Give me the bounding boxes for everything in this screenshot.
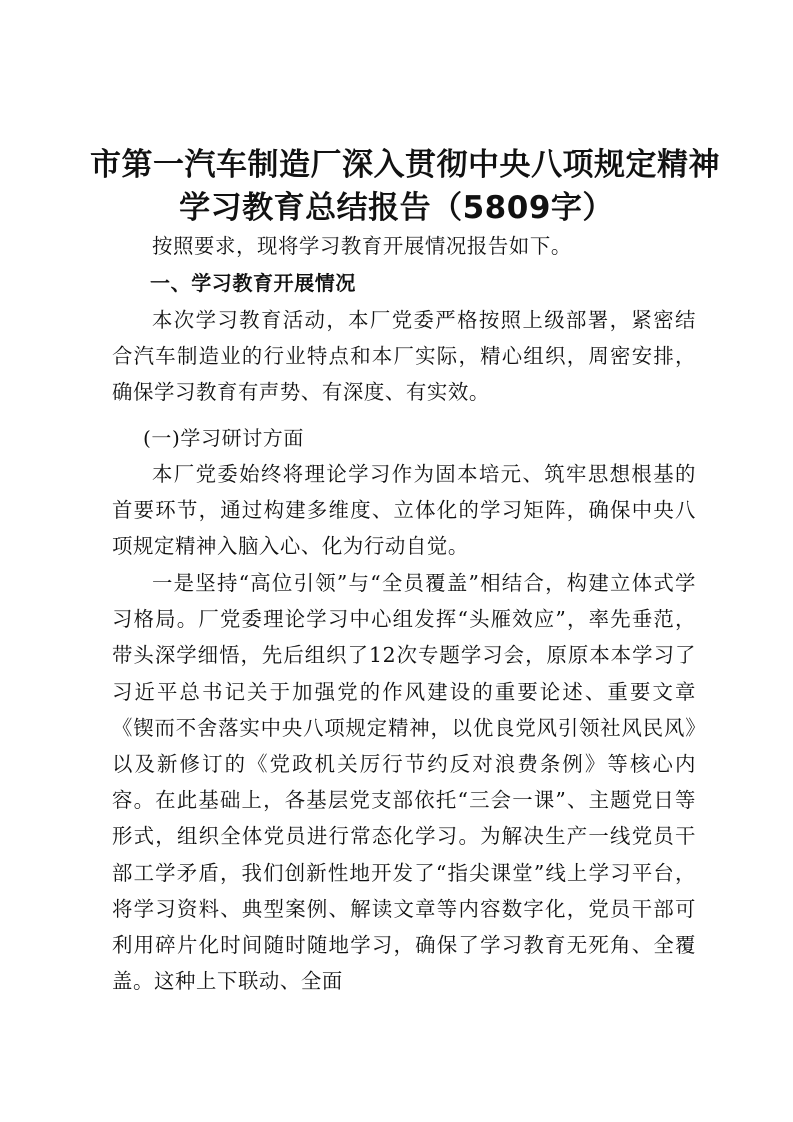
section-1-paragraph: 本次学习教育活动，本厂党委严格按照上级部署，紧密结合汽车制造业的行业特点和本厂实际，精心组织，周密安排，确保学习教育有声势、有深度、有实效。 — [112, 308, 696, 405]
section-heading-1: 一、学习教育开展情况 — [150, 271, 356, 295]
document-title-line-1: 市第一汽车制造厂深入贯彻中央八项规定精神 — [90, 147, 720, 183]
intro-paragraph: 按照要求，现将学习教育开展情况报告如下。 — [152, 234, 572, 258]
subsection-1-paragraph: 本厂党委始终将理论学习作为固本培元、筑牢思想根基的首要环节，通过构建多维度、立体化的学习矩阵，确保中央八项规定精神入脑入心、化为行动自觉。 — [112, 462, 696, 559]
point-1-paragraph: 一是坚持“高位引领”与“全员覆盖”相结合，构建立体式学习格局。厂党委理论学习中心组发挥“头雁效应”，率先垂范，带头深学细悟，先后组织了12次专题学习会，原原本本学习了习近平总书记关于加强党的作风建设的重要论述、重要文章《锲而不舍落实中央八项规定精神，以优良党风引领社风民风》以及新修订的《党政机关厉行节约反对浪费条例》等核心内容。在此基础上，各基层党支部依托“三会一课”、主题党日等形式，组织全体党员进行常态化学习。为解决生产一线党员干部工学矛盾，我们创新性地开发了“指尖课堂”线上学习平台，将学习资料、典型案例、解读文章等内容数字化，党员干部可利用碎片化时间随时随地学习，确保了学习教育无死角、全覆盖。这种上下联动、全面 — [112, 571, 696, 994]
document-title-line-2: 学习教育总结报告（5809字） — [179, 190, 614, 226]
subsection-heading-1: (一)学习研讨方面 — [143, 426, 305, 450]
